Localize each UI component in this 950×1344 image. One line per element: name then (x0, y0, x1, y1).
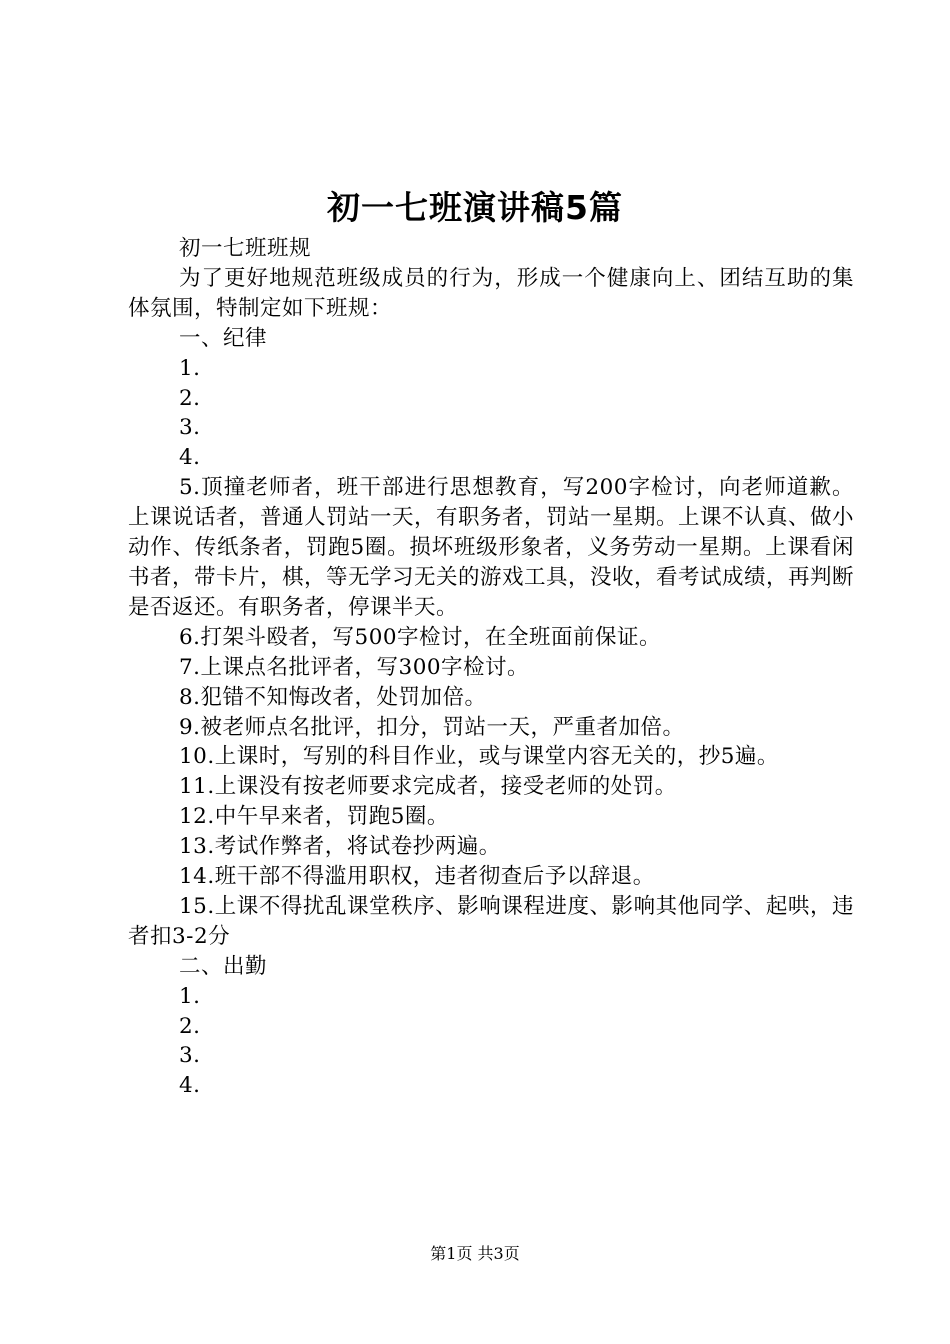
list-item: 4. (179, 445, 201, 471)
list-item: 11.上课没有按老师要求完成者，接受老师的处罚。 (179, 774, 677, 800)
list-item: 3. (179, 415, 201, 441)
list-item: 5.顶撞老师者，班干部进行思想教育，写200字检讨，向老师道歉。上课说话者，普通人罚站一天，有职务者，罚站一星期。上课不认真、做小动作、传纸条者，罚跑5圈。损坏班级形象者，义务劳动一星期。上课看闲书者，带卡片，棋，等无学习无关的游戏工具，没收，看考试成绩，再判断是否返还。有职务者，停课半天。 (128, 475, 855, 620)
section-heading: 二、出勤 (179, 953, 268, 979)
list-item: 1. (179, 983, 201, 1009)
list-item: 13.考试作弊者，将试卷抄两遍。 (179, 834, 501, 860)
list-item: 6.打架斗殴者，写500字检讨，在全班面前保证。 (179, 624, 662, 650)
list-item: 14.班干部不得滥用职权，违者彻查后予以辞退。 (179, 864, 655, 890)
list-item: 3. (179, 1043, 201, 1069)
list-item: 10.上课时，写别的科目作业，或与课堂内容无关的，抄5遍。 (179, 744, 779, 770)
paragraph: 为了更好地规范班级成员的行为，形成一个健康向上、团结互助的集体氛围，特制定如下班规： (128, 265, 854, 321)
list-item: 8.犯错不知悔改者，处罚加倍。 (179, 684, 487, 710)
list-item: 7.上课点名批评者，写300字检讨。 (179, 654, 530, 680)
list-item: 9.被老师点名批评，扣分，罚站一天，严重者加倍。 (179, 714, 685, 740)
document-title: 初一七班演讲稿5篇 (327, 188, 623, 227)
page-footer: 第1页 共3页 (430, 1244, 520, 1263)
list-item: 2. (179, 1013, 201, 1039)
list-item: 4. (179, 1073, 201, 1099)
list-item: 12.中午早来者，罚跑5圈。 (179, 804, 449, 830)
document-body (128, 234, 854, 1101)
list-item: 1. (179, 355, 201, 381)
paragraph: 初一七班班规 (179, 236, 312, 261)
list-item: 15.上课不得扰乱课堂秩序、影响课程进度、影响其他同学、起哄，违者扣3-2分 (128, 893, 854, 949)
section-heading: 一、纪律 (179, 325, 268, 351)
list-item: 2. (179, 385, 201, 411)
